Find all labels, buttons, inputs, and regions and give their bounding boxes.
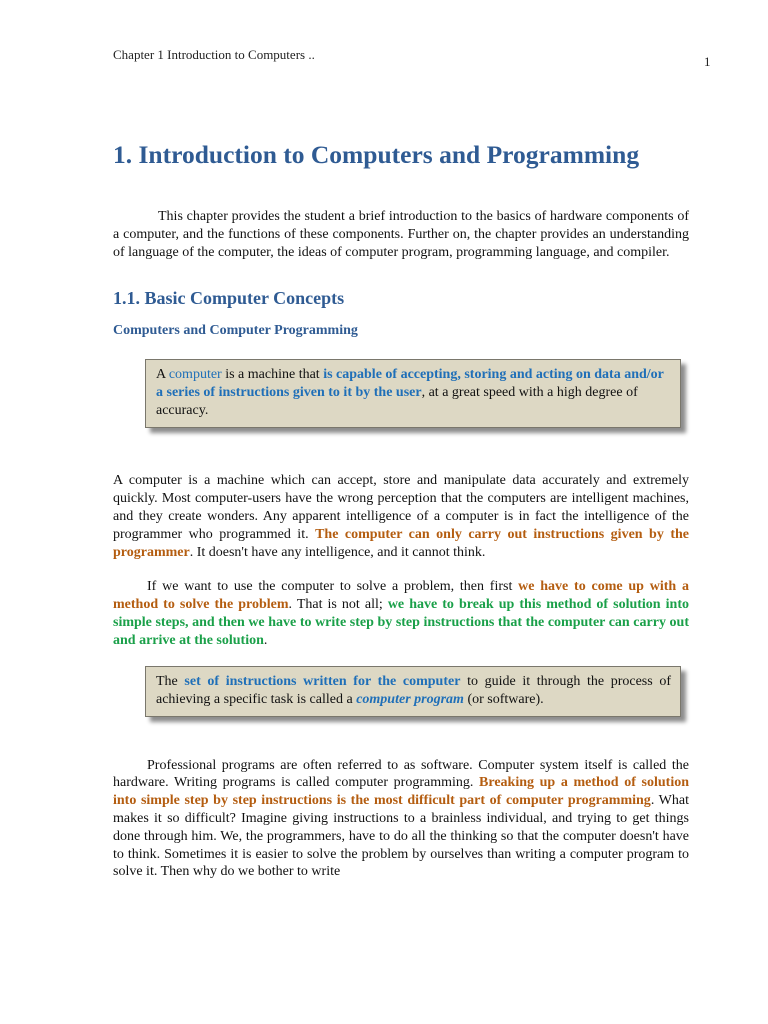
box1-text-3: , at a great speed with a high degree of accuracy.	[156, 385, 638, 419]
para3-text-2: . That is not all;	[288, 597, 388, 613]
paragraph-computer-machine	[113, 472, 689, 561]
para3-highlight-steps: we have to break up this method of solution into simple steps, and then we have to write step by step instructions that the computer can carry out and arrive at the solution	[113, 597, 689, 648]
box1-text-2: is a machine that	[221, 367, 324, 383]
para3-text-1: If we want to use the computer to solve a problem, then first	[147, 579, 519, 595]
box1-highlight: is capable of accepting, storing and acting on data and/or a series of instructions given to it by the user	[156, 367, 664, 401]
para4-text-2: . What makes it so difficult? Imagine giving instructions to a brainless individual, and trying to get things done through him. We, the programmers, have to do all the thinking so that the computer doesn't have to think. Sometimes it is easier to solve the problem by ourselves than writing a computer program to solve it. Then why do we bother to write	[113, 793, 689, 880]
para3-highlight-method: we have to come up with a method to solve the problem	[113, 579, 689, 613]
box2-text-1: The	[156, 673, 185, 689]
box2-text-2: to guide it through the process of achieving a specific task is called a	[156, 673, 672, 707]
para2-text-2: . It doesn't have any intelligence, and it cannot think.	[189, 544, 486, 560]
page-content	[113, 138, 689, 881]
box2-term-program: computer program	[356, 691, 464, 707]
definition-box-computer	[145, 359, 681, 428]
paragraph-solve-problem	[113, 578, 689, 649]
box1-text-1: A	[156, 367, 169, 383]
section-title: 1.1. Basic Computer Concepts	[113, 288, 345, 309]
paragraph-professional-programs	[113, 757, 689, 882]
page-number: 1	[704, 54, 711, 69]
para4-highlight: Breaking up a method of solution into simple step by step instructions is the most difficult part of computer programming	[113, 775, 689, 809]
box2-highlight: set of instructions written for the computer	[184, 673, 461, 689]
definition-computer-text	[156, 366, 671, 420]
para2-text-1: A computer is a machine which can accept, store and manipulate data accurately and extremely quickly. Most computer-users have the wrong perception that the computers are intelligent machines, and they create wonders. Any apparent intelligence of a computer is in fact the intelligence of the programmer who programmed it.	[113, 473, 689, 542]
chapter-title: 1. Introduction to Computers and Programming	[113, 140, 640, 169]
para2-highlight: The computer can only carry out instructions given by the programmer	[113, 526, 689, 560]
para3-text-3: .	[263, 632, 268, 648]
running-header-title: Chapter 1 Introduction to Computers ..	[113, 47, 315, 62]
box1-term-computer: computer	[168, 367, 222, 383]
definition-program-text	[156, 673, 671, 709]
subsection-title: Computers and Computer Programming	[113, 323, 358, 339]
intro-paragraph: This chapter provides the student a brief introduction to the basics of hardware components of a computer, and the functions of these components. Further on, the chapter provides an understanding of language of the computer, the ideas of computer program, programming language, and compiler.	[113, 209, 689, 260]
definition-box-program	[145, 666, 681, 717]
box2-text-3: (or software).	[463, 691, 544, 707]
para4-text-1: Professional programs are often referred to as software. Computer system itself is called the hardware. Writing programs is called computer programming.	[113, 757, 689, 791]
